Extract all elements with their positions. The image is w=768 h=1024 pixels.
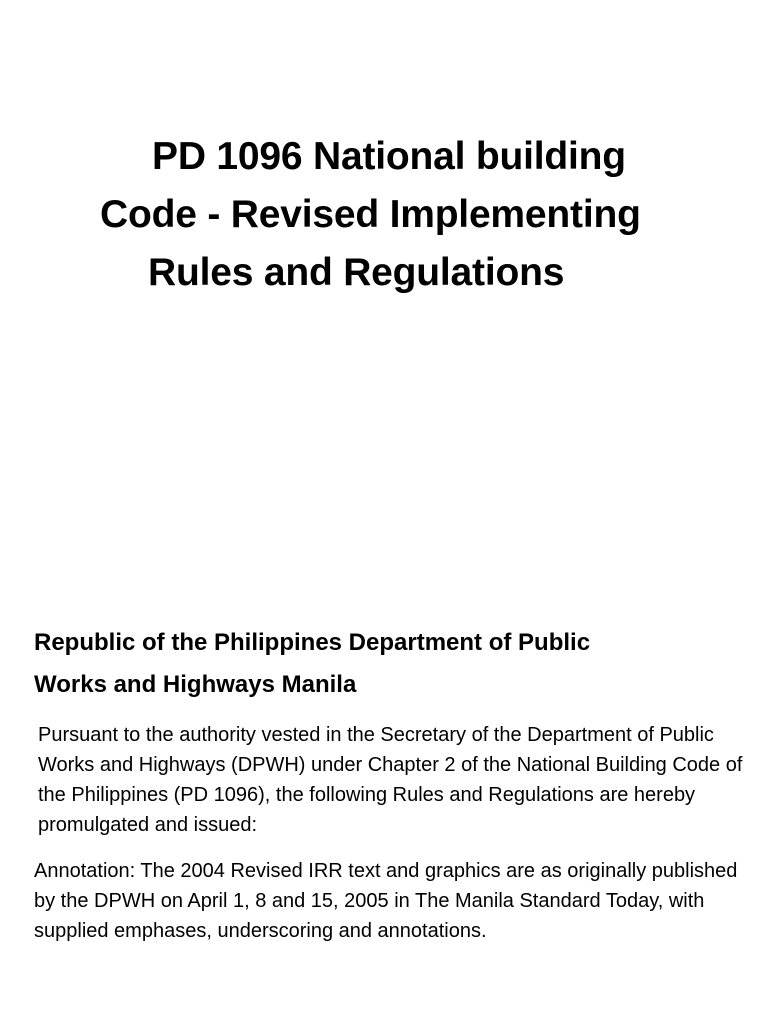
organization-heading-line-1: Republic of the Philippines Department of Public (34, 629, 591, 656)
slide-body (34, 622, 744, 962)
slide-title (0, 120, 768, 310)
authority-paragraph: Pursuant to the authority vested in the Secretary of the Department of Public Works and Highways (DPWH) under Chapter 2 of the National Building Code of the Philippines (PD 1096), the following Rules and Regulations are hereby promulgated and issued: (38, 724, 743, 836)
organization-heading (34, 622, 744, 706)
organization-heading-line-2: Works and Highways Manila (34, 671, 357, 698)
title-line-2: Code - Revised Implementing (100, 193, 641, 236)
title-line-3: Rules and Regulations (148, 251, 565, 294)
title-line-1: PD 1096 National building (152, 135, 626, 178)
annotation-paragraph: Annotation: The 2004 Revised IRR text and graphics are as originally published by the DPWH on April 1, 8 and 15, 2005 in The Manila Standard Today, with supplied emphases, underscoring and annotations. (34, 860, 738, 942)
